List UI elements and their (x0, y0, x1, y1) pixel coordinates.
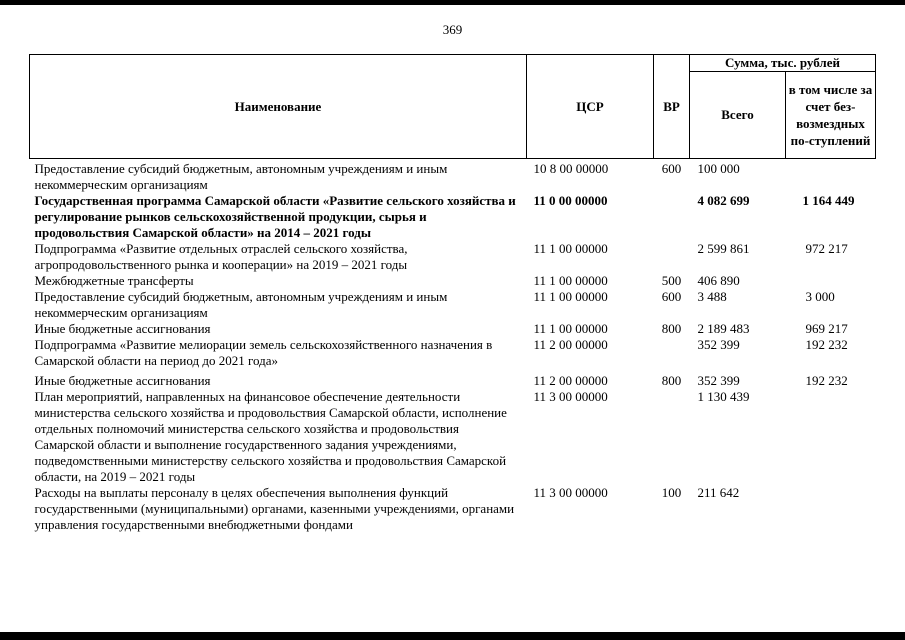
cell-total: 406 890 (697, 273, 740, 288)
cell-csr: 11 1 00 00000 (533, 241, 608, 256)
table-row (30, 241, 876, 273)
cell-vr: 800 (661, 321, 682, 336)
cell-csr: 11 2 00 00000 (533, 373, 608, 388)
cell-total: 1 130 439 (697, 389, 750, 404)
header-incl: в том числе за счет без-возмездных по-ступлений (786, 72, 876, 159)
cell-vr (654, 193, 690, 241)
cell-vr (654, 337, 690, 369)
cell-total: 352 399 (697, 373, 740, 388)
table-body (30, 159, 876, 534)
table-header (30, 55, 876, 159)
page-number: 369 (442, 22, 463, 37)
top-border-bar (0, 0, 905, 5)
cell-incl: 3 000 (805, 289, 835, 304)
cell-incl (786, 273, 876, 289)
cell-total: 3 488 (697, 289, 727, 304)
cell-vr: 100 (661, 485, 682, 500)
cell-name: Государственная программа Самарской области «Развитие сельского хозяйства и регулирование рынков сельскохозяйственной продукции, сырья и продовольствия Самарской области» на 2014 – 2021 годы (34, 193, 516, 240)
cell-incl: 972 217 (805, 241, 848, 256)
cell-total: 2 599 861 (697, 241, 750, 256)
cell-name: Предоставление субсидий бюджетным, автономным учреждениям и иным некоммерческим организациям (34, 161, 448, 192)
cell-name: Межбюджетные трансферты (34, 273, 194, 288)
cell-incl (786, 485, 876, 533)
table-row (30, 159, 876, 194)
cell-name: Расходы на выплаты персоналу в целях обеспечения выполнения функций государственными (муниципальными) органами, казенными учреждениями, органами управления государственными внебюджетными фондами (34, 485, 515, 532)
table-row (30, 321, 876, 337)
table-row (30, 369, 876, 389)
table-row (30, 273, 876, 289)
cell-total: 352 399 (697, 337, 740, 352)
cell-vr: 600 (661, 161, 682, 176)
table-row (30, 289, 876, 321)
cell-vr (654, 241, 690, 273)
cell-incl (786, 389, 876, 485)
header-vr: ВР (654, 55, 690, 159)
cell-name: Предоставление субсидий бюджетным, автономным учреждениям и иным некоммерческим организациям (34, 289, 448, 320)
cell-incl: 192 232 (805, 337, 848, 352)
table-row (30, 337, 876, 369)
cell-name: План мероприятий, направленных на финансовое обеспечение деятельности министерства сельского хозяйства и продовольствия Самарской области, исполнение отдельных полномочий министерства сельского хозяйства и продовольствия Самарской области и выполнение государственного задания учреждениями, подведомственными министерству сельского хозяйства и продовольствия Самарской области, на 2019 – 2021 годы (34, 389, 507, 484)
table-row (30, 389, 876, 485)
cell-vr: 800 (661, 373, 682, 388)
budget-table (29, 54, 876, 533)
cell-name: Иные бюджетные ассигнования (34, 321, 211, 336)
header-name: Наименование (30, 55, 527, 159)
cell-vr: 500 (661, 273, 682, 288)
cell-csr: 10 8 00 00000 (533, 161, 609, 176)
cell-name: Подпрограмма «Развитие отдельных отраслей сельского хозяйства, агропродовольственного рынка и кооперации» на 2019 – 2021 годы (34, 241, 408, 272)
bottom-border-bar (0, 632, 905, 640)
cell-total: 211 642 (697, 485, 740, 500)
cell-csr: 11 1 00 00000 (533, 289, 608, 304)
cell-total: 100 000 (697, 161, 740, 176)
table-row (30, 485, 876, 533)
cell-name: Подпрограмма «Развитие мелиорации земель сельскохозяйственного назначения в Самарской области на период до 2021 года» (34, 337, 493, 368)
cell-total: 2 189 483 (697, 321, 750, 336)
cell-csr: 11 1 00 00000 (533, 273, 608, 288)
cell-total: 4 082 699 (697, 193, 750, 208)
cell-incl: 1 164 449 (802, 193, 855, 208)
cell-vr: 600 (661, 289, 682, 304)
header-csr: ЦСР (527, 55, 654, 159)
header-sum: Сумма, тыс. рублей (690, 55, 876, 72)
cell-csr: 11 2 00 00000 (533, 337, 608, 352)
header-total: Всего (690, 72, 786, 159)
cell-name: Иные бюджетные ассигнования (34, 373, 211, 388)
cell-incl: 192 232 (805, 373, 848, 388)
cell-vr (654, 389, 690, 485)
cell-csr: 11 1 00 00000 (533, 321, 608, 336)
cell-csr: 11 3 00 00000 (533, 485, 608, 500)
table-row (30, 193, 876, 241)
cell-csr: 11 3 00 00000 (533, 389, 608, 404)
cell-incl (786, 159, 876, 194)
cell-incl: 969 217 (805, 321, 848, 336)
cell-csr: 11 0 00 00000 (533, 193, 608, 208)
